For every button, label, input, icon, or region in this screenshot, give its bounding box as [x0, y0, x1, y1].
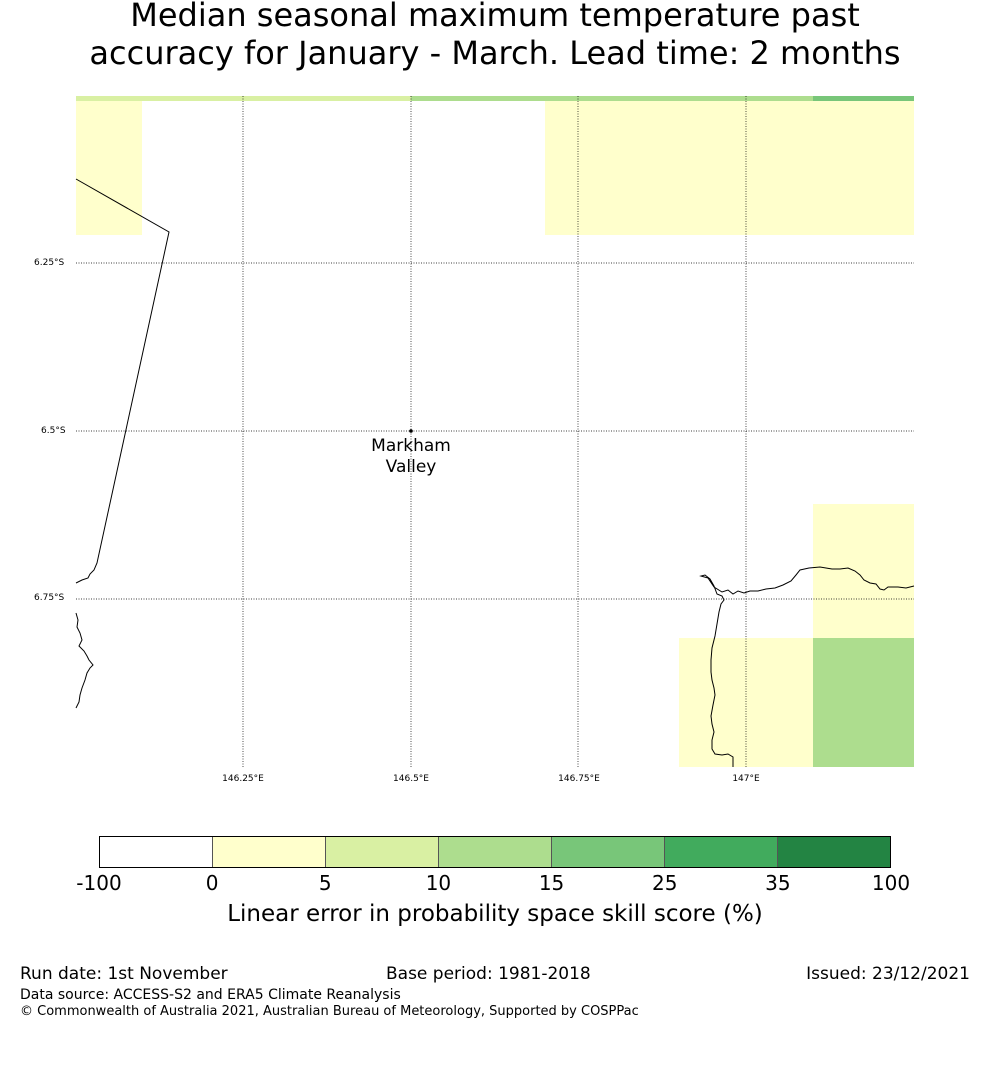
- colorbar-segment-5: [665, 837, 778, 867]
- colorbar-segment-3: [439, 837, 552, 867]
- base-period: Base period: 1981-2018: [386, 964, 591, 984]
- place-marker-dot: [409, 429, 413, 433]
- colorbar-tick-label: 10: [425, 871, 452, 895]
- copyright: © Commonwealth of Australia 2021, Australian Bureau of Meteorology, Supported by COSPPac: [20, 1004, 639, 1019]
- map-title-line2: accuracy for January - March. Lead time: 2 months: [89, 34, 901, 72]
- place-name-line2: Valley: [385, 457, 437, 477]
- grid-cell-top-strip-2: [411, 96, 813, 101]
- colorbar-segment-2: [326, 837, 439, 867]
- colorbar-tick-label: 100: [871, 871, 911, 895]
- grid-cell-top-right: [545, 101, 914, 235]
- lon-label-147: 147°E: [732, 774, 760, 784]
- run-date: Run date: 1st November: [20, 964, 228, 984]
- colorbar-tick-label: 35: [765, 871, 791, 895]
- place-name-line1: Markham: [371, 436, 451, 456]
- lon-label-146-25: 146.25°E: [222, 774, 264, 784]
- lon-label-146-75: 146.75°E: [558, 774, 600, 784]
- skill-grid-cells: [76, 96, 914, 767]
- data-source: Data source: ACCESS-S2 and ERA5 Climate Reanalysis: [20, 987, 401, 1003]
- grid-cell-mid-right: [813, 504, 914, 638]
- colorbar-tick-label: 15: [538, 871, 565, 895]
- colorbar-segment-6: [778, 837, 890, 867]
- grid-cell-top-strip-3: [813, 96, 914, 101]
- colorbar-tick-label: 5: [318, 871, 332, 895]
- colorbar-segment-4: [552, 837, 665, 867]
- grid-cell-bottom-right-a: [679, 638, 813, 767]
- lat-label-6-75: 6.75°S: [34, 593, 65, 603]
- colorbar-tick-label: -100: [76, 871, 122, 895]
- map-title-line1: Median seasonal maximum temperature past: [130, 0, 860, 34]
- grid-cell-bottom-right-b: [813, 638, 914, 767]
- colorbar-tick-label: 25: [651, 871, 678, 895]
- grid-cell-top-left: [76, 101, 142, 235]
- colorbar-segment-1: [213, 837, 326, 867]
- issued-date: Issued: 23/12/2021: [806, 964, 970, 984]
- colorbar-segment-0: [100, 837, 213, 867]
- colorbar: [99, 836, 891, 868]
- colorbar-label: Linear error in probability space skill score (%): [227, 901, 763, 927]
- grid-cell-top-strip-1: [76, 96, 411, 101]
- colorbar-tick-label: 0: [205, 871, 219, 895]
- lat-label-6-5: 6.5°S: [41, 426, 66, 436]
- lon-label-146-5: 146.5°E: [393, 774, 429, 784]
- lat-label-6-25: 6.25°S: [34, 258, 65, 268]
- place-label: [371, 436, 451, 478]
- coastline-left: [76, 613, 93, 708]
- province-border-line: [76, 179, 169, 583]
